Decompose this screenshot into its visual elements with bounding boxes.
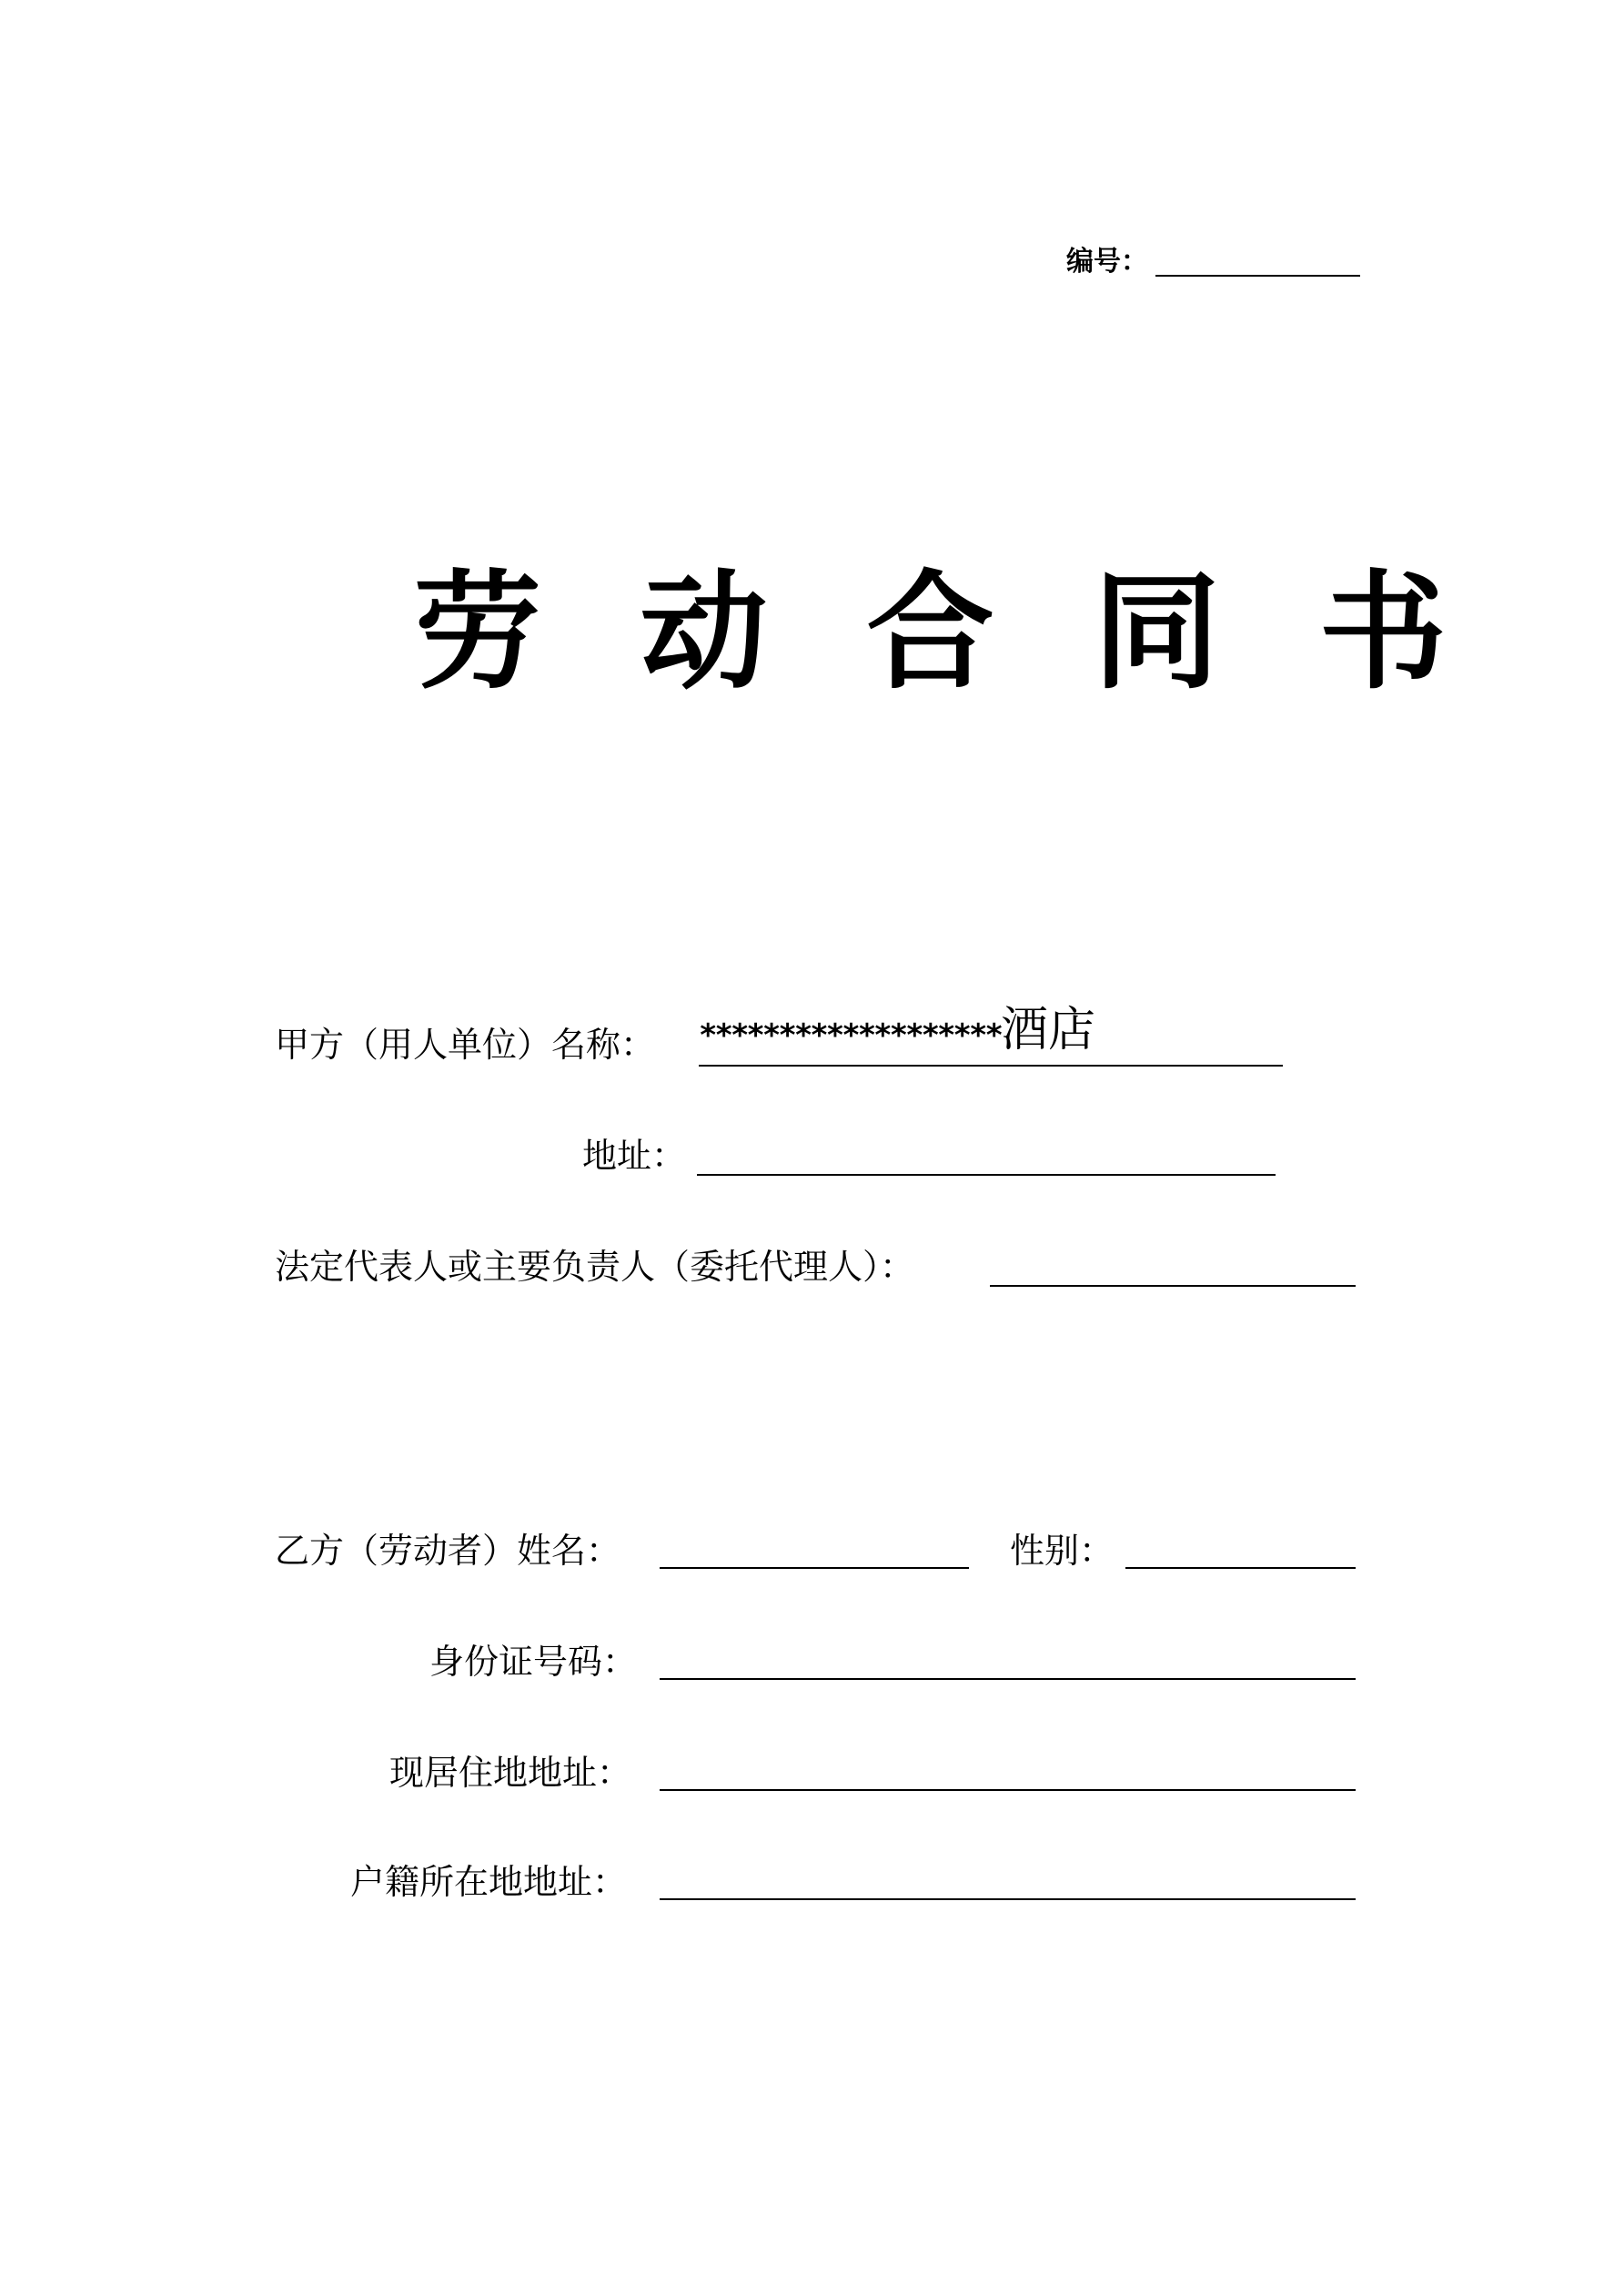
party-b-id-label: 身份证号码： bbox=[429, 1642, 638, 1682]
party-a-name-value bbox=[699, 1003, 1095, 1057]
party-a-name-mask: ******************* bbox=[699, 1017, 1001, 1054]
party-a-representative-blank[interactable] bbox=[990, 1285, 1356, 1287]
document-title: 劳 动 合 同 书 bbox=[414, 558, 1474, 707]
party-a-name-label: 甲方（用人单位）名称： bbox=[275, 1025, 656, 1065]
party-a-address-blank[interactable] bbox=[697, 1174, 1276, 1176]
party-b-residence-blank[interactable] bbox=[660, 1789, 1356, 1791]
serial-number-blank[interactable] bbox=[1155, 275, 1360, 277]
party-a-representative-label: 法定代表人或主要负责人（委托代理人）： bbox=[275, 1247, 915, 1287]
party-b-gender-label: 性别： bbox=[1010, 1531, 1115, 1571]
party-b-gender-blank[interactable] bbox=[1125, 1567, 1356, 1569]
party-a-name-blank[interactable] bbox=[699, 1065, 1283, 1067]
party-b-residence-label: 现居住地地址： bbox=[389, 1753, 632, 1793]
party-b-name-label: 乙方（劳动者）姓名： bbox=[275, 1531, 621, 1571]
party-b-name-blank[interactable] bbox=[660, 1567, 969, 1569]
serial-number-label: 编号： bbox=[1066, 246, 1148, 278]
party-b-household-label: 户籍所在地地址： bbox=[350, 1862, 628, 1902]
party-a-name-suffix: 酒店 bbox=[1000, 1003, 1095, 1057]
party-b-household-blank[interactable] bbox=[660, 1898, 1356, 1900]
party-b-id-blank[interactable] bbox=[660, 1678, 1356, 1680]
party-a-address-label: 地址： bbox=[582, 1136, 687, 1176]
